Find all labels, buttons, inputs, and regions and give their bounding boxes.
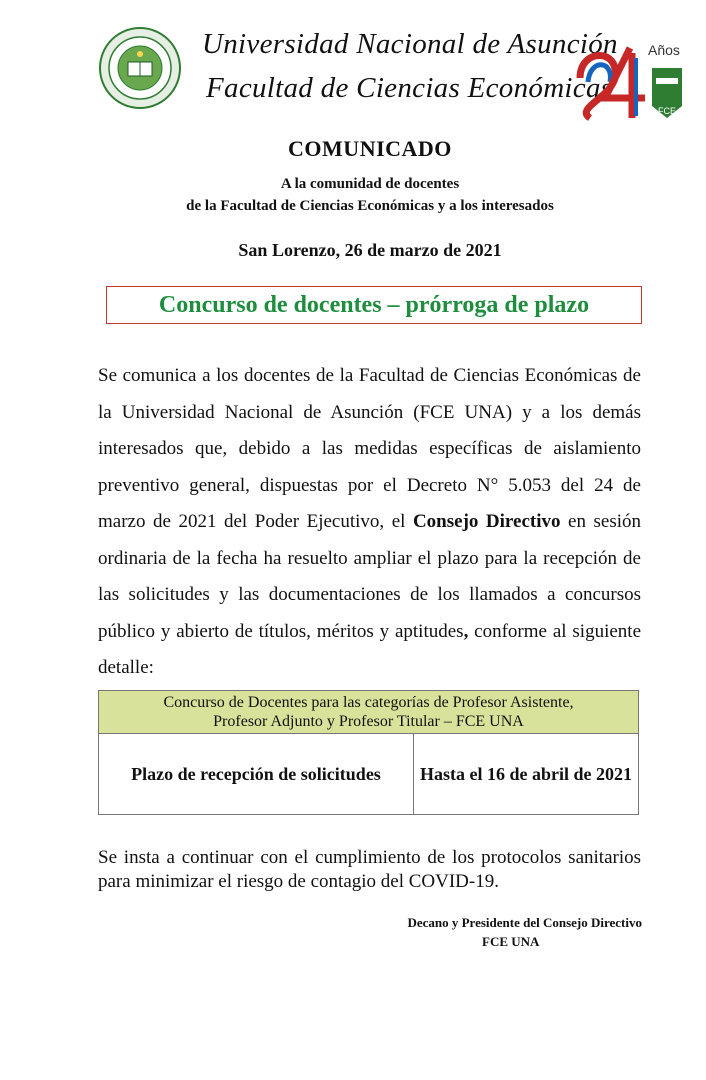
svg-text:FCE: FCE: [658, 106, 676, 116]
signature-org: FCE UNA: [482, 934, 540, 949]
letterhead: [0, 20, 706, 120]
document-title: COMUNICADO: [288, 136, 452, 161]
table-row: [99, 734, 639, 815]
audience-line-1: A la comunidad de docentes: [280, 176, 460, 192]
deadline-table: [98, 690, 639, 815]
table-header-cell: [99, 691, 639, 734]
closing-paragraph: Se insta a continuar con el cumplimiento de los protocolos sanitarios para minimizar el riesgo de contagio del COVID-19.: [98, 847, 641, 892]
signature-title: Decano y Presidente del Consejo Directivo: [407, 915, 642, 930]
body-bold-comma: ,: [463, 620, 469, 642]
table-header-line-2: Profesor Adjunto y Profesor Titular – FCE UNA: [213, 713, 524, 730]
table-header-row: [99, 691, 639, 734]
audience-line-2: de la Facultad de Ciencias Económicas y a los interesados: [186, 198, 554, 214]
university-seal-icon: [98, 26, 182, 110]
body-paragraph: [98, 358, 641, 687]
body-text-part-3: conforme al siguiente detalle:: [98, 620, 642, 678]
table-header-line-1: Concurso de Docentes para las categorías de Profesor Asistente,: [163, 694, 574, 711]
body-text-part-1: Se comunica a los docentes de la Facultad de Ciencias Económicas de la Universidad Nacional de Asunción (FCE UNA) y a los demás interesados que, debido a las medidas específicas de aislamiento preventivo general, dispuestas por el Decreto N° 5.053 del 24 de marzo de 2021 del Poder Ejecutivo, el: [98, 365, 641, 532]
table-row-label: Plazo de recepción de solicitudes: [99, 734, 414, 815]
document-date: San Lorenzo, 26 de marzo de 2021: [238, 240, 502, 260]
table-row-value: Hasta el 16 de abril de 2021: [414, 734, 639, 815]
headline-box: Concurso de docentes – prórroga de plazo: [106, 286, 642, 324]
body-text-part-2: en sesión ordinaria de la fecha ha resuelto ampliar el plazo para la recepción de las solicitudes y las documentaciones de los llamados a concursos público y abierto de títulos, méritos y aptitudes: [98, 511, 641, 642]
body-bold-consejo: Consejo Directivo: [412, 511, 561, 532]
anniversary-label: Años: [648, 42, 680, 58]
faculty-name: Facultad de Ciencias Económicas: [206, 72, 613, 104]
university-name: Universidad Nacional de Asunción: [202, 28, 618, 60]
